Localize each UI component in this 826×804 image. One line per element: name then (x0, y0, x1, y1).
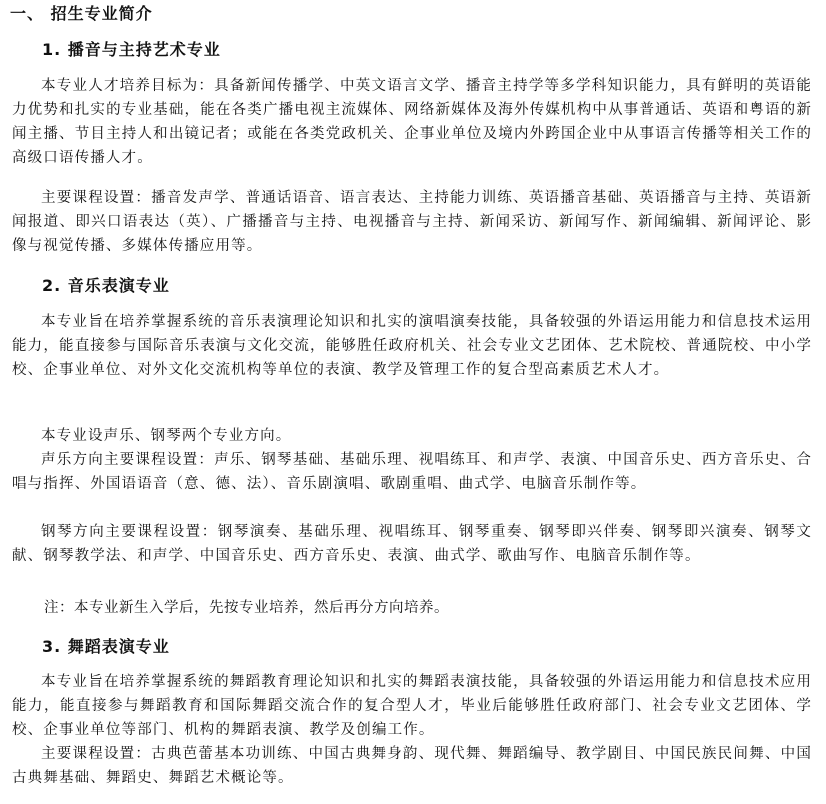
major-3-courses: 主要课程设置：古典芭蕾基本功训练、中国古典舞身韵、现代舞、舞蹈编导、教学剧目、中国民族民间舞、中国古典舞基础、舞蹈史、舞蹈艺术概论等。 (12, 746, 812, 786)
major-3-intro: 本专业旨在培养掌握系统的舞蹈教育理论知识和扎实的舞蹈表演技能，具备较强的外语运用能力和信息技术应用能力，能直接参与舞蹈教育和国际舞蹈交流合作的复合型人才，毕业后能够胜任政府部门、社会专业文艺团体、学校、企事业单位等部门、机构的舞蹈表演、教学及创编工作。 (12, 674, 812, 738)
section-heading: 一、 招生专业简介 (10, 4, 153, 23)
major-3-title: 3. 舞蹈表演专业 (42, 637, 170, 656)
major-2-title: 2. 音乐表演专业 (42, 276, 170, 295)
major-1-title: 1. 播音与主持艺术专业 (42, 40, 221, 59)
major-2-piano-courses: 钢琴方向主要课程设置：钢琴演奏、基础乐理、视唱练耳、钢琴重奏、钢琴即兴伴奏、钢琴即兴演奏、钢琴文献、钢琴教学法、和声学、中国音乐史、西方音乐史、表演、曲式学、歌曲写作、电脑音乐制作等。 (12, 524, 812, 564)
major-2-note: 注：本专业新生入学后，先按专业培养，然后再分方向培养。 (44, 600, 449, 616)
major-2-vocal-courses: 声乐方向主要课程设置：声乐、钢琴基础、基础乐理、视唱练耳、和声学、表演、中国音乐史、西方音乐史、合唱与指挥、外国语语音（意、德、法）、音乐剧演唱、歌剧重唱、曲式学、电脑音乐制作等。 (12, 452, 812, 492)
major-1-courses: 主要课程设置：播音发声学、普通话语音、语言表达、主持能力训练、英语播音基础、英语播音与主持、英语新闻报道、即兴口语表达（英）、广播播音与主持、电视播音与主持、新闻采访、新闻写作、新闻编辑、新闻评论、影像与视觉传播、多媒体传播应用等。 (12, 190, 812, 254)
major-2-directions: 本专业设声乐、钢琴两个专业方向。 (41, 428, 292, 444)
major-2-intro: 本专业旨在培养掌握系统的音乐表演理论知识和扎实的演唱演奏技能，具备较强的外语运用能力和信息技术运用能力，能直接参与国际音乐表演与文化交流，能够胜任政府机关、社会专业文艺团体、艺术院校、普通院校、中小学校、企事业单位、对外文化交流机构等单位的表演、教学及管理工作的复合型高素质艺术人才。 (12, 314, 812, 378)
major-1-intro: 本专业人才培养目标为：具备新闻传播学、中英文语言文学、播音主持学等多学科知识能力，具有鲜明的英语能力优势和扎实的专业基础，能在各类广播电视主流媒体、网络新媒体及海外传媒机构中从事普通话、英语和粤语的新闻主播、节目主持人和出镜记者；或能在各类党政机关、企事业单位及境内外跨国企业中从事语言传播等相关工作的高级口语传播人才。 (12, 78, 812, 166)
